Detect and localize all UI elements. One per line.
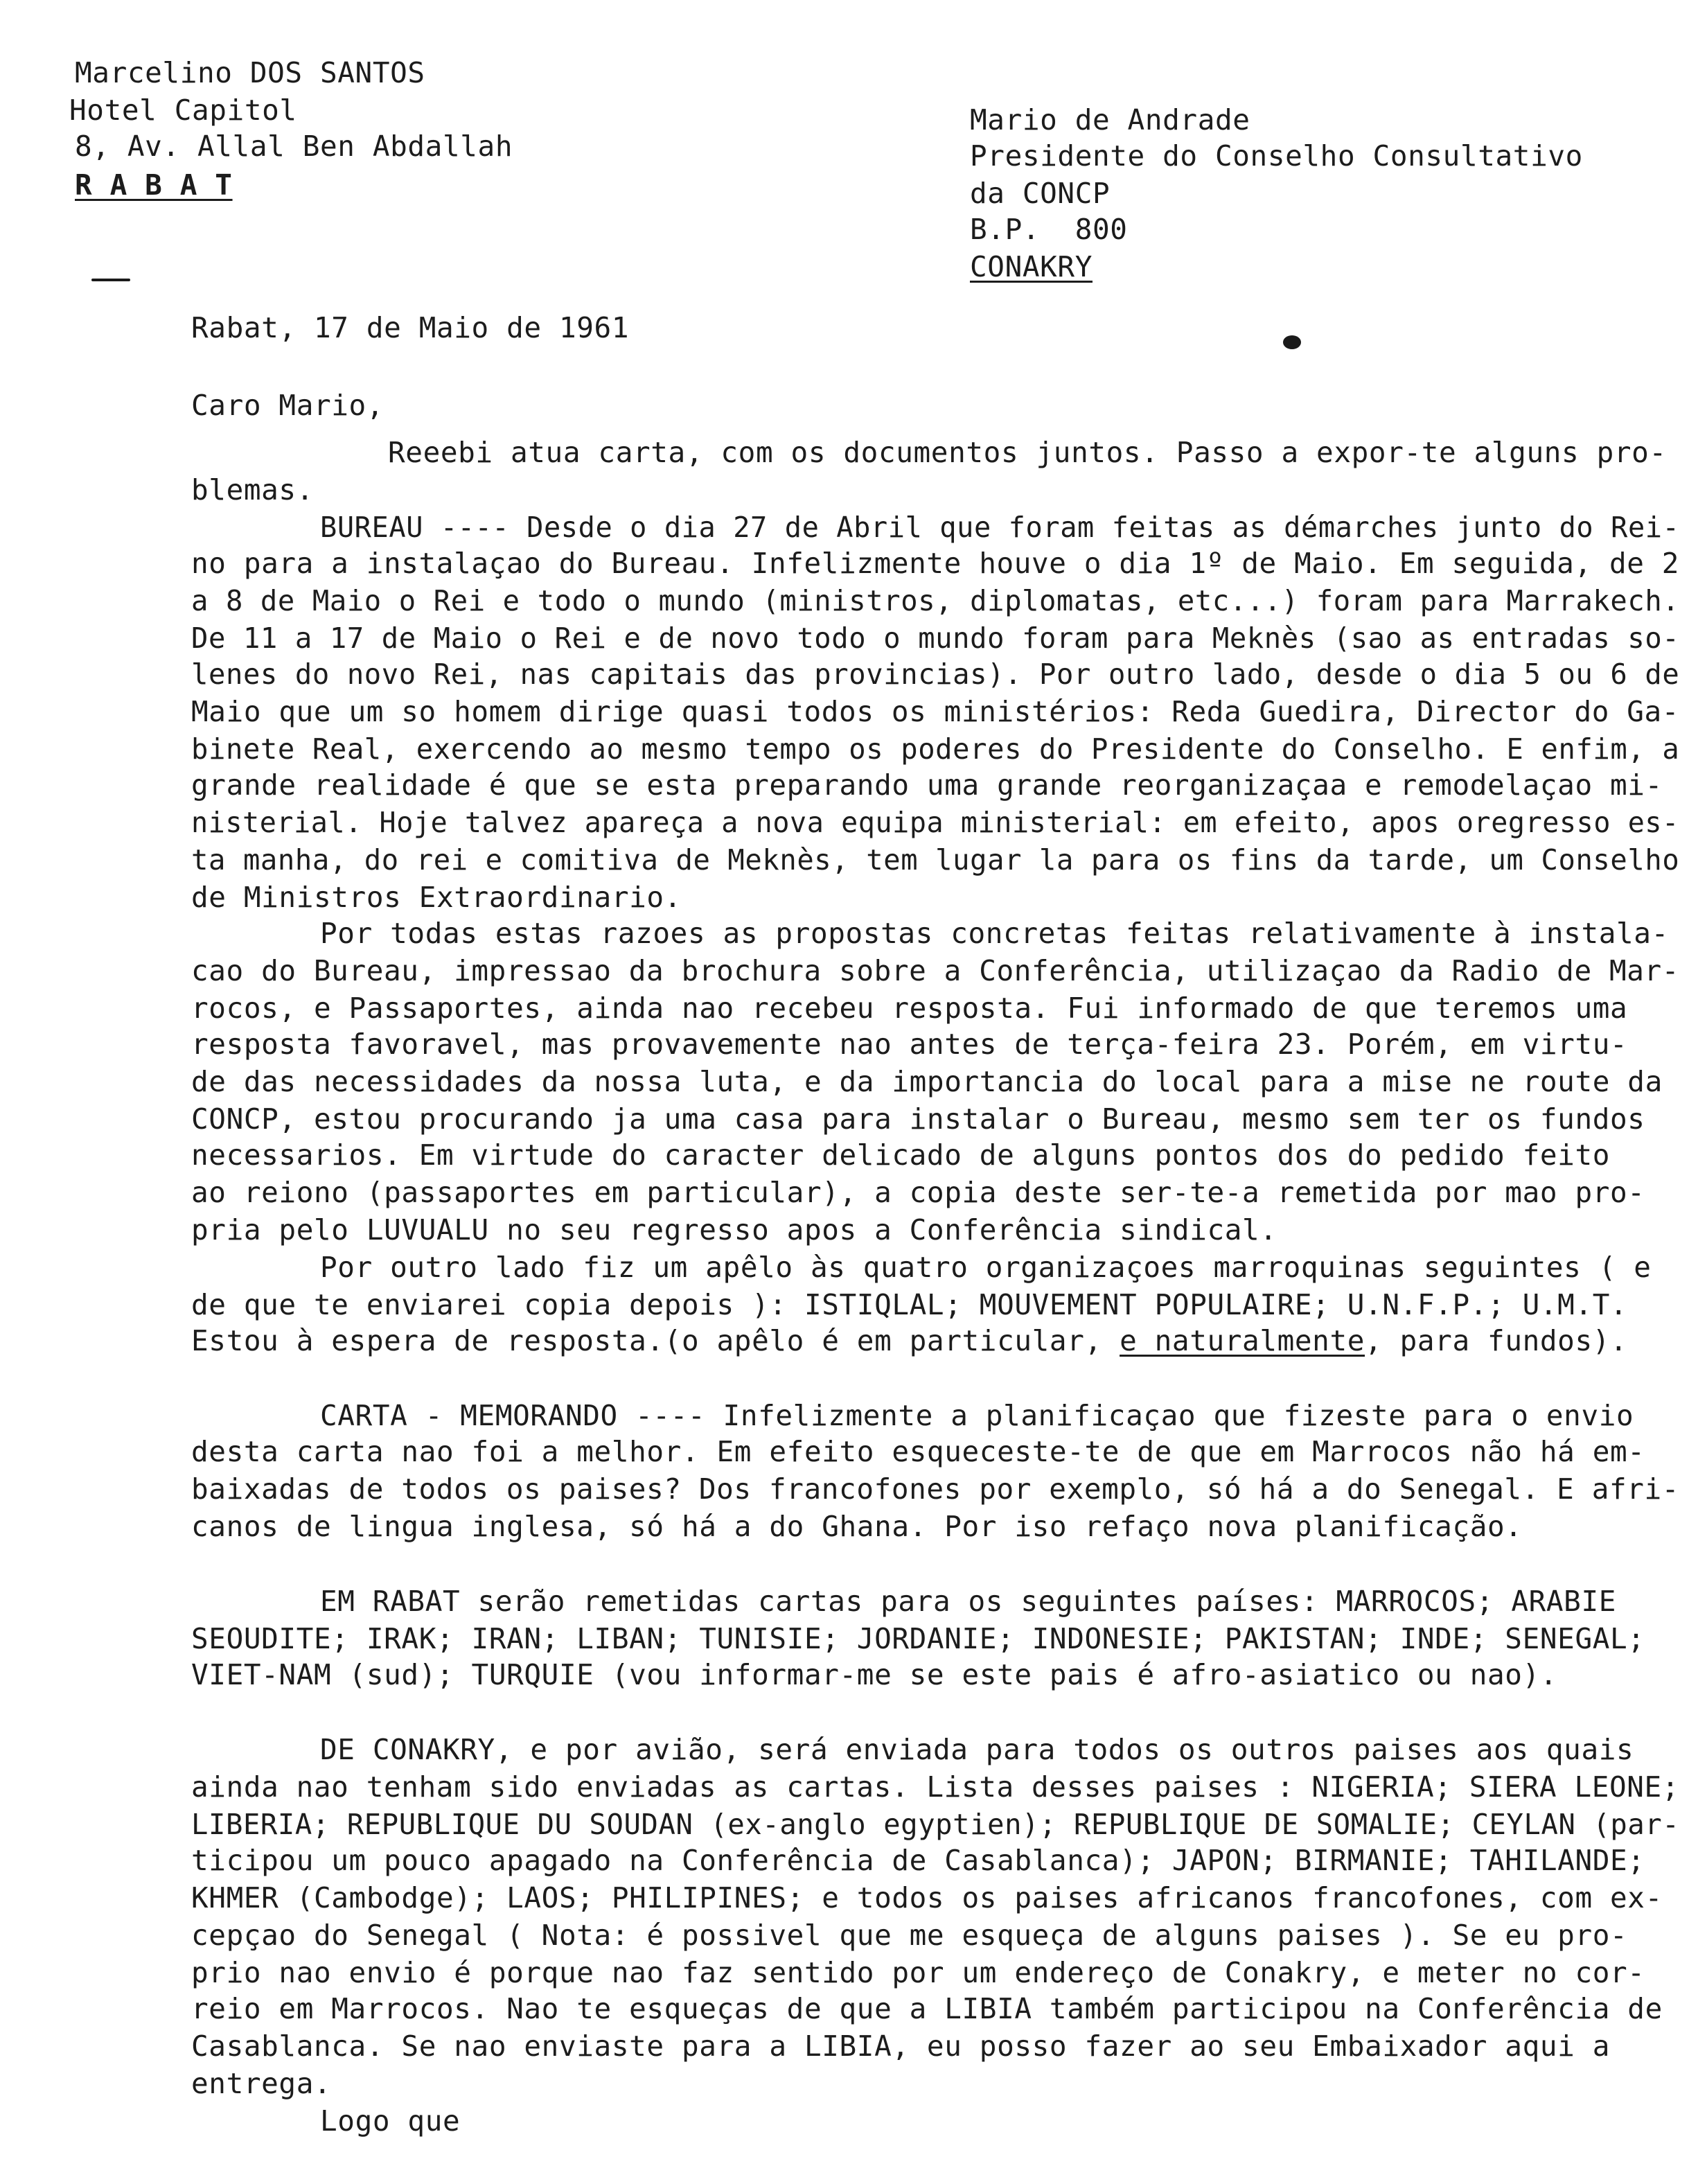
body-line: Por outro lado fiz um apêlo às quatro organizaçoes marroquinas seguintes ( e xyxy=(320,1251,1652,1284)
body-line: CARTA - MEMORANDO ---- Infelizmente a planificaçao que fizeste para o envio xyxy=(320,1399,1634,1432)
salutation: Caro Mario, xyxy=(191,389,384,422)
body-line: prio nao envio é porque nao faz sentido por um endereço de Conakry, e meter no cor- xyxy=(191,1956,1645,1989)
body-line: VIET-NAM (sud); TURQUIE (vou informar-me se este pais é afro-asiatico ou nao). xyxy=(191,1658,1558,1691)
body-line: BUREAU ---- Desde o dia 27 de Abril que foram feitas as démarches junto do Rei- xyxy=(320,511,1680,544)
body-line: reio em Marrocos. Nao te esqueças de que a LIBIA também participou na Conferência de xyxy=(191,1992,1663,2025)
body-line: binete Real, exercendo ao mesmo tempo os poderes do Presidente do Conselho. E enfim, a xyxy=(191,732,1680,766)
body-line: Maio que um so homem dirige quasi todos os ministérios: Reda Guedira, Director do Ga- xyxy=(191,695,1680,728)
body-line: cao do Bureau, impressao da brochura sobre a Conferência, utilizaçao da Radio de Mar- xyxy=(191,954,1680,987)
body-line: grande realidade é que se esta preparando uma grande reorganizaçaa e remodelaçao mi- xyxy=(191,768,1663,802)
body-text: , para fundos). xyxy=(1365,1324,1628,1357)
recipient-org: da CONCP xyxy=(970,177,1111,210)
body-line: DE CONAKRY, e por avião, será enviada para todos os outros paises aos quais xyxy=(320,1733,1634,1766)
body-line: KHMER (Cambodge); LAOS; PHILIPINES; e todos os paises africanos francofones, com ex- xyxy=(191,1881,1663,1914)
recipient-name: Mario de Andrade xyxy=(970,103,1250,136)
body-line: entrega. xyxy=(191,2067,332,2100)
body-line: EM RABAT serão remetidas cartas para os seguintes países: MARROCOS; ARABIE xyxy=(320,1585,1617,1618)
body-text: Estou à espera de resposta.(o apêlo é em particular, xyxy=(191,1324,1120,1357)
body-line: de Ministros Extraordinario. xyxy=(191,881,682,914)
body-line: rocos, e Passaportes, ainda nao recebeu resposta. Fui informado de que teremos uma xyxy=(191,992,1628,1025)
recipient-box: B.P. 800 xyxy=(970,213,1128,246)
underlined-phrase: e naturalmente xyxy=(1120,1324,1365,1357)
sender-hotel: Hotel Capitol xyxy=(69,94,297,127)
ink-blot xyxy=(1283,335,1301,349)
body-line xyxy=(191,1322,1627,1359)
body-line: ticipou um pouco apagado na Conferência de Casablanca); JAPON; BIRMANIE; TAHILANDE; xyxy=(191,1844,1645,1877)
body-line: lenes do novo Rei, nas capitais das provincias). Por outro lado, desde o dia 5 ou 6 de xyxy=(191,658,1680,691)
body-line: De 11 a 17 de Maio o Rei e de novo todo o mundo foram para Meknès (sao as entradas so- xyxy=(191,622,1680,655)
body-line: LIBERIA; REPUBLIQUE DU SOUDAN (ex-anglo egyptien); REPUBLIQUE DE SOMALIE; CEYLAN (par- xyxy=(191,1808,1680,1841)
body-line: nisterial. Hoje talvez apareça a nova equipa ministerial: em efeito, apos oregresso es- xyxy=(191,806,1679,839)
body-line: blemas. xyxy=(191,473,314,507)
body-line: cepçao do Senegal ( Nota: é possivel que me esqueça de alguns paises ). Se eu pro- xyxy=(191,1919,1628,1952)
body-line: desta carta nao foi a melhor. Em efeito esqueceste-te de que em Marrocos não há em- xyxy=(191,1435,1645,1468)
body-line: canos de lingua inglesa, só há a do Ghana. Por iso refaço nova planificação. xyxy=(191,1510,1523,1543)
sender-city: R A B A T xyxy=(75,168,233,202)
body-line: ta manha, do rei e comitiva de Meknès, tem lugar la para os fins da tarde, um Conselho xyxy=(191,843,1680,877)
body-line: de das necessidades da nossa luta, e da importancia do local para a mise ne route da xyxy=(191,1065,1663,1098)
body-line: de que te enviarei copia depois ): ISTIQLAL; MOUVEMENT POPULAIRE; U.N.F.P.; U.M.T. xyxy=(191,1288,1628,1321)
body-line: necessarios. Em virtude do caracter delicado de alguns pontos dos do pedido feito xyxy=(191,1138,1611,1172)
body-line: Logo que xyxy=(320,2104,461,2138)
body-line: Casablanca. Se nao enviaste para a LIBIA, eu posso fazer ao seu Embaixador aqui a xyxy=(191,2029,1611,2063)
letter-date: Rabat, 17 de Maio de 1961 xyxy=(191,311,630,344)
body-line: pria pelo LUVUALU no seu regresso apos a Conferência sindical. xyxy=(191,1213,1277,1247)
body-line: Reeebi atua carta, com os documentos juntos. Passo a expor-te alguns pro- xyxy=(388,436,1667,469)
body-line: resposta favoravel, mas provavemente nao antes de terça-feira 23. Porém, em virtu- xyxy=(191,1028,1628,1061)
body-line: ao reiono (passaportes em particular), a copia deste ser-te-a remetida por mao pro- xyxy=(191,1176,1645,1209)
sender-address: 8, Av. Allal Ben Abdallah xyxy=(75,130,513,163)
body-line: ainda nao tenham sido enviadas as cartas. Lista desses paises : NIGERIA; SIERA LEONE; xyxy=(191,1770,1680,1804)
sender-name: Marcelino DOS SANTOS xyxy=(75,56,425,89)
body-line: no para a instalaçao do Bureau. Infelizmente houve o dia 1º de Maio. Em seguida, de 2 xyxy=(191,547,1680,580)
recipient-title: Presidente do Conselho Consultativo xyxy=(970,139,1583,173)
body-line: Por todas estas razoes as propostas concretas feitas relativamente à instala- xyxy=(320,917,1669,950)
body-line: SEOUDITE; IRAK; IRAN; LIBAN; TUNISIE; JORDANIE; INDONESIE; PAKISTAN; INDE; SENEGAL; xyxy=(191,1622,1645,1655)
body-line: baixadas de todos os paises? Dos francofones por exemplo, só há a do Senegal. E afri- xyxy=(191,1472,1680,1506)
ink-dash xyxy=(91,279,130,281)
body-line: a 8 de Maio o Rei e todo o mundo (ministros, diplomatas, etc...) foram para Marrakech. xyxy=(191,584,1680,617)
recipient-city: CONAKRY xyxy=(970,250,1093,283)
body-line: CONCP, estou procurando ja uma casa para instalar o Bureau, mesmo sem ter os fundos xyxy=(191,1102,1645,1136)
